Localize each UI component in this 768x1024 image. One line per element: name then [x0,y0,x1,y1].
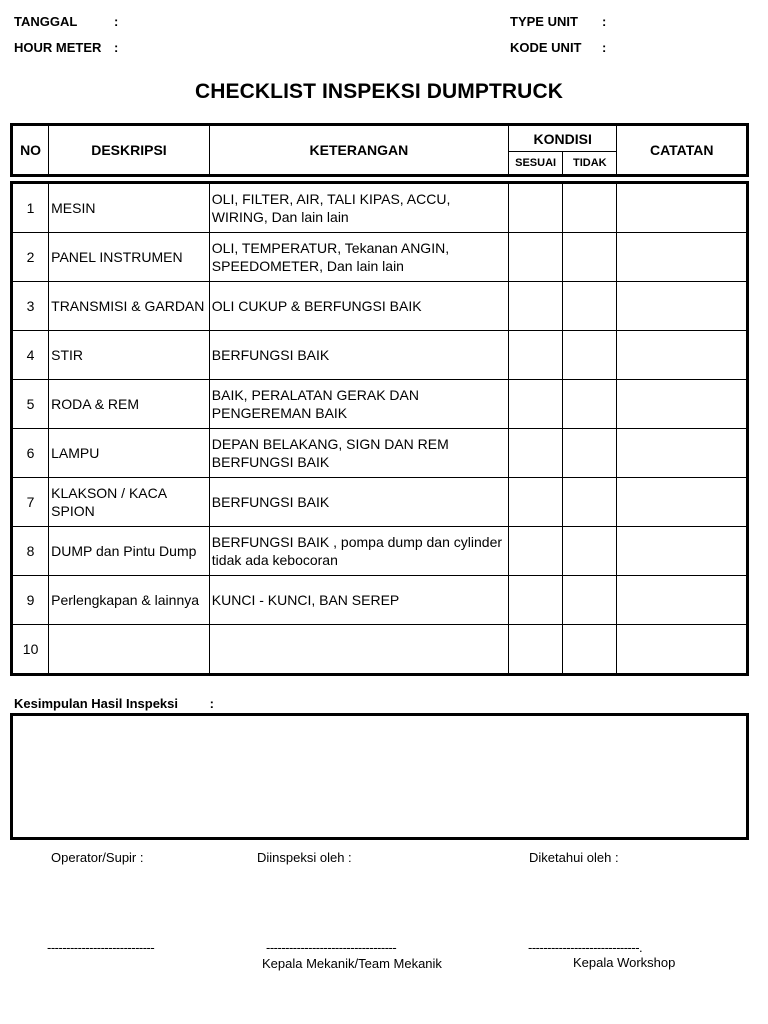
row-keterangan: OLI, FILTER, AIR, TALI KIPAS, ACCU, WIRING, Dan lain lain [209,183,508,233]
checklist-table [10,181,749,676]
row-catatan-cell[interactable] [617,331,748,380]
table-row [12,429,748,478]
row-keterangan: DEPAN BELAKANG, SIGN DAN REM BERFUNGSI BAIK [209,429,508,478]
type-unit-colon: : [602,14,607,29]
table-row [12,625,748,675]
row-keterangan: BERFUNGSI BAIK [209,331,508,380]
row-catatan-cell[interactable] [617,527,748,576]
row-keterangan: BAIK, PERALATAN GERAK DAN PENGEREMAN BAIK [209,380,508,429]
column-header-tidak: TIDAK [563,152,617,176]
row-deskripsi: DUMP dan Pintu Dump [49,527,210,576]
row-keterangan: BERFUNGSI BAIK , pompa dump dan cylinder tidak ada kebocoran [209,527,508,576]
row-no: 9 [12,576,49,625]
row-sesuai-cell[interactable] [509,527,563,576]
table-row [12,282,748,331]
row-deskripsi: MESIN [49,183,210,233]
checklist-table-header [10,123,749,177]
row-catatan-cell[interactable] [617,429,748,478]
kode-unit-colon: : [602,40,607,55]
row-tidak-cell[interactable] [563,429,617,478]
column-header-keterangan: KETERANGAN [209,125,508,176]
workshop-signature-line: -----------------------------. [528,940,643,955]
row-tidak-cell[interactable] [563,282,617,331]
row-no: 8 [12,527,49,576]
kode-unit-label: KODE UNIT [510,40,582,55]
conclusion-box[interactable] [10,713,749,840]
table-row [12,576,748,625]
column-header-catatan: CATATAN [617,125,748,176]
hour-meter-colon: : [114,40,119,55]
row-keterangan: KUNCI - KUNCI, BAN SEREP [209,576,508,625]
row-deskripsi: KLAKSON / KACA SPION [49,478,210,527]
row-sesuai-cell[interactable] [509,478,563,527]
row-tidak-cell[interactable] [563,331,617,380]
conclusion-colon: : [209,696,214,711]
row-tidak-cell[interactable] [563,183,617,233]
type-unit-label: TYPE UNIT [510,14,578,29]
row-sesuai-cell[interactable] [509,331,563,380]
tanggal-colon: : [114,14,119,29]
row-no: 7 [12,478,49,527]
row-no: 10 [12,625,49,675]
row-tidak-cell[interactable] [563,576,617,625]
row-no: 5 [12,380,49,429]
row-keterangan: BERFUNGSI BAIK [209,478,508,527]
row-deskripsi: STIR [49,331,210,380]
table-row [12,478,748,527]
row-tidak-cell[interactable] [563,233,617,282]
row-catatan-cell[interactable] [617,625,748,675]
hour-meter-label: HOUR METER [14,40,102,55]
row-catatan-cell[interactable] [617,576,748,625]
row-tidak-cell[interactable] [563,380,617,429]
row-deskripsi: TRANSMISI & GARDAN [49,282,210,331]
row-catatan-cell[interactable] [617,282,748,331]
row-deskripsi: LAMPU [49,429,210,478]
table-row [12,183,748,233]
row-no: 4 [12,331,49,380]
row-no: 2 [12,233,49,282]
kepala-mekanik-label: Kepala Mekanik/Team Mekanik [262,956,442,971]
row-sesuai-cell[interactable] [509,233,563,282]
page-title: CHECKLIST INSPEKSI DUMPTRUCK [195,80,563,103]
row-keterangan: OLI, TEMPERATUR, Tekanan ANGIN, SPEEDOMETER, Dan lain lain [209,233,508,282]
operator-label: Operator/Supir : [51,850,144,865]
tanggal-label: TANGGAL [14,14,78,29]
row-sesuai-cell[interactable] [509,282,563,331]
row-no: 1 [12,183,49,233]
row-deskripsi: Perlengkapan & lainnya [49,576,210,625]
row-catatan-cell[interactable] [617,233,748,282]
diketahui-label: Diketahui oleh : [529,850,619,865]
mekanik-signature-line: ---------------------------------- [266,940,397,955]
row-keterangan: OLI CUKUP & BERFUNGSI BAIK [209,282,508,331]
table-row [12,233,748,282]
row-sesuai-cell[interactable] [509,576,563,625]
kepala-workshop-label: Kepala Workshop [573,955,676,970]
conclusion-label [14,696,214,711]
row-sesuai-cell[interactable] [509,183,563,233]
row-tidak-cell[interactable] [563,527,617,576]
row-catatan-cell[interactable] [617,380,748,429]
conclusion-label-text: Kesimpulan Hasil Inspeksi [14,696,179,711]
row-tidak-cell[interactable] [563,625,617,675]
column-header-kondisi: KONDISI [509,125,617,152]
column-header-deskripsi: DESKRIPSI [49,125,210,176]
row-catatan-cell[interactable] [617,478,748,527]
column-header-sesuai: SESUAI [509,152,563,176]
table-row [12,527,748,576]
row-no: 3 [12,282,49,331]
row-catatan-cell[interactable] [617,183,748,233]
row-no: 6 [12,429,49,478]
table-row [12,380,748,429]
operator-signature-line: ---------------------------- [47,940,155,955]
table-row [12,331,748,380]
row-deskripsi: RODA & REM [49,380,210,429]
row-sesuai-cell[interactable] [509,429,563,478]
row-sesuai-cell[interactable] [509,625,563,675]
diinspeksi-label: Diinspeksi oleh : [257,850,352,865]
row-sesuai-cell[interactable] [509,380,563,429]
row-keterangan [209,625,508,675]
row-deskripsi: PANEL INSTRUMEN [49,233,210,282]
column-header-no: NO [12,125,49,176]
row-deskripsi [49,625,210,675]
row-tidak-cell[interactable] [563,478,617,527]
